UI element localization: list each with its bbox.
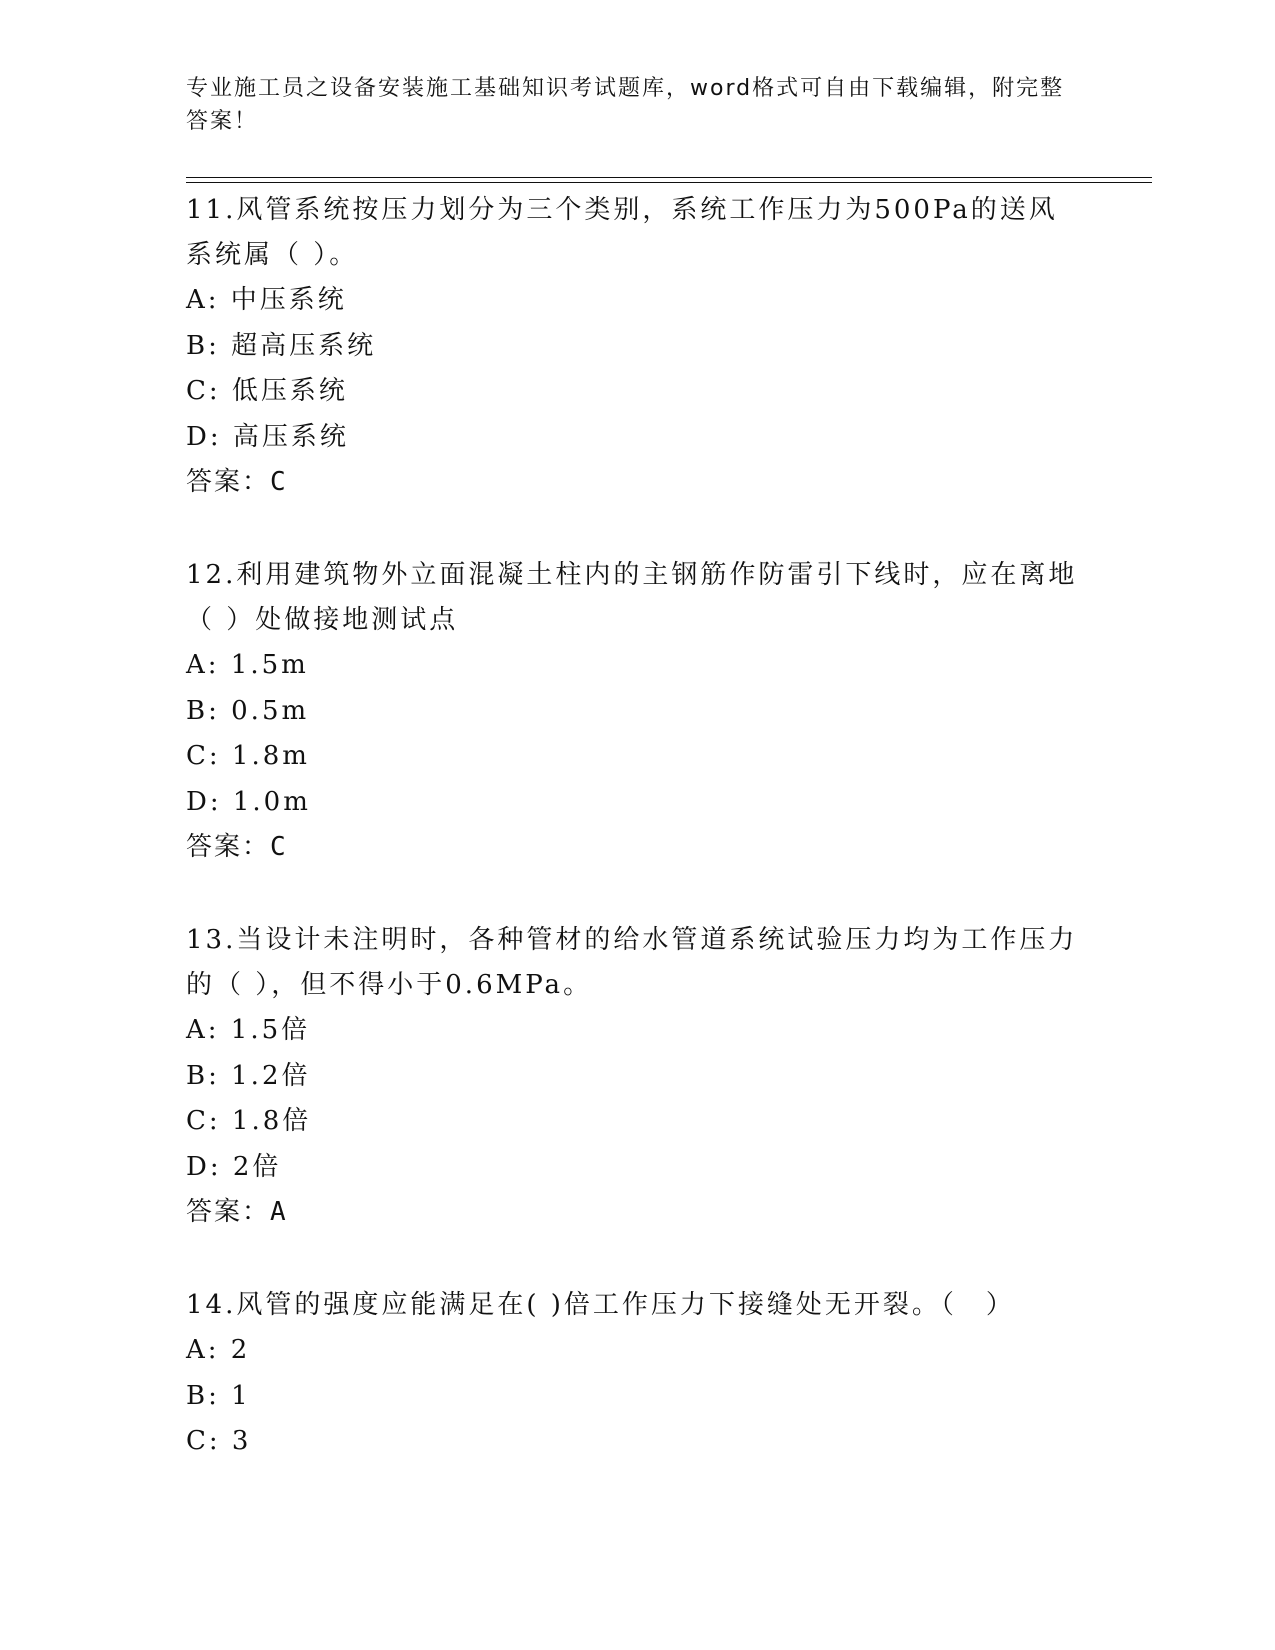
option-a: A: 2 [186,1335,251,1365]
question-stem: 12.利用建筑物外立面混凝土柱内的主钢筋作防雷引下线时，应在离地（ ）处做接地测试点 [186,560,1078,635]
answer-value: A [270,1197,288,1227]
question-stem: 14.风管的强度应能满足在( )倍工作压力下接缝处无开裂。（ ） [186,1290,1015,1320]
answer-line [186,1190,1086,1235]
answer-value: C [270,832,288,862]
option-a: A: 1.5m [186,650,309,680]
option-c: C: 低压系统 [186,376,348,406]
document-header: 专业施工员之设备安装施工基础知识考试题库，word格式可自由下载编辑，附完整答案！ [186,76,1065,134]
question-stem: 11.风管系统按压力划分为三个类别，系统工作压力为500Pa的送风系统属（ ）。 [186,195,1058,270]
answer-label: 答案： [186,467,271,497]
question-11 [186,188,1086,505]
question-13 [186,918,1086,1235]
option-c: C: 1.8m [186,741,310,771]
option-d: D: 1.0m [186,786,311,817]
answer-label: 答案： [186,832,271,862]
option-d: D: 高压系统 [186,421,349,452]
answer-line [186,460,1086,505]
header-divider-bottom [186,182,1152,183]
question-12 [186,553,1086,870]
option-c: C: 3 [186,1426,252,1456]
answer-label: 答案： [186,1197,271,1227]
option-b: B: 超高压系统 [186,330,377,361]
header-divider-top [186,177,1152,178]
option-d: D: 2倍 [186,1151,282,1182]
option-c: C: 1.8倍 [186,1106,312,1136]
option-a: A: 1.5倍 [186,1015,311,1045]
answer-line [186,825,1086,870]
question-stem: 13.当设计未注明时，各种管材的给水管道系统试验压力均为工作压力的（ ），但不得小于0.6MPa。 [186,925,1078,1000]
answer-value: C [270,467,288,497]
option-b: B: 1.2倍 [186,1060,311,1091]
option-a: A: 中压系统 [186,285,347,315]
option-b: B: 1 [186,1380,251,1411]
option-b: B: 0.5m [186,695,310,726]
question-14 [186,1283,1086,1465]
